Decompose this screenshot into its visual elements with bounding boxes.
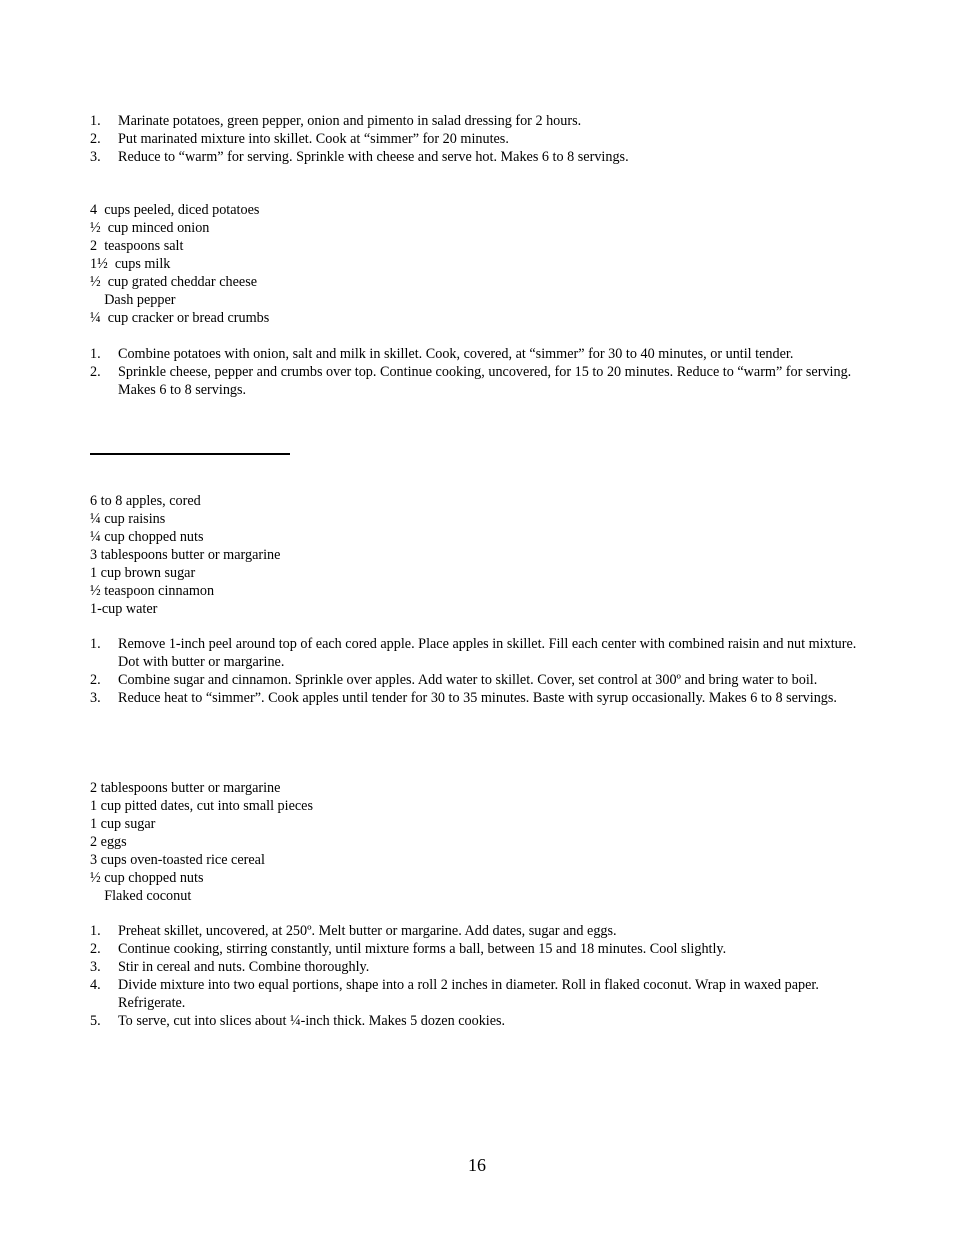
recipe2-ingredients: [90, 201, 870, 327]
ingredient: ½ cup chopped nuts: [90, 870, 204, 886]
recipe4-step-2: 2. Continue cooking, stirring constantly, until mixture forms a ball, between 15 and 18 minutes. Cool slightly.: [90, 941, 727, 957]
ingredient: 1 cup pitted dates, cut into small pieces: [90, 798, 314, 814]
recipe2-steps: [90, 345, 870, 399]
ingredient: 3 tablespoons butter or margarine: [90, 547, 281, 563]
recipe4-steps: [90, 922, 870, 1030]
ingredient: 2 eggs: [90, 834, 127, 850]
ingredient: 4 cups peeled, diced potatoes: [90, 202, 260, 218]
recipe1-step-3: 3. Reduce to “warm” for serving. Sprinkle with cheese and serve hot. Makes 6 to 8 servings.: [90, 149, 629, 165]
ingredient: 1 cup sugar: [90, 816, 156, 832]
ingredient: Dash pepper: [90, 292, 176, 308]
ingredient: ½ cup minced onion: [90, 220, 210, 236]
recipe4-step-4: 4. Divide mixture into two equal portions, shape into a roll 2 inches in diameter. Roll in flaked coconut. Wrap in waxed paper. Refrigerate.: [90, 977, 819, 1011]
ingredient: ¼ cup raisins: [90, 511, 166, 527]
ingredient: ½ cup grated cheddar cheese: [90, 274, 258, 290]
recipe4-step-1: 1. Preheat skillet, uncovered, at 250º. Melt butter or margarine. Add dates, sugar and eggs.: [90, 923, 617, 939]
ingredient: 2 tablespoons butter or margarine: [90, 780, 281, 796]
ingredient: 6 to 8 apples, cored: [90, 493, 201, 509]
page-number: 16: [468, 1155, 486, 1175]
recipe4-step-5: 5. To serve, cut into slices about ¼-inch thick. Makes 5 dozen cookies.: [90, 1013, 506, 1029]
recipe1-step-2: 2. Put marinated mixture into skillet. Cook at “simmer” for 20 minutes.: [90, 131, 509, 147]
recipe3-step-3: 3. Reduce heat to “simmer”. Cook apples until tender for 30 to 35 minutes. Baste with syrup occasionally. Makes 6 to 8 servings.: [90, 690, 837, 706]
ingredient: ½ teaspoon cinnamon: [90, 583, 215, 599]
recipe2-step-1: 1. Combine potatoes with onion, salt and milk in skillet. Cook, covered, at “simmer” for 30 to 40 minutes, or until tender.: [90, 346, 794, 362]
recipe4-step-3: 3. Stir in cereal and nuts. Combine thoroughly.: [90, 959, 370, 975]
recipe2-step-2: 2. Sprinkle cheese, pepper and crumbs over top. Continue cooking, uncovered, for 15 to 20 minutes. Reduce to “warm” for serving. Makes 6 to 8 servings.: [90, 364, 852, 398]
recipe3-steps: [90, 635, 870, 707]
ingredient: 3 cups oven-toasted rice cereal: [90, 852, 265, 868]
recipe1-steps: [90, 112, 870, 166]
ingredient: 2 teaspoons salt: [90, 238, 184, 254]
ingredient: 1-cup water: [90, 601, 158, 617]
ingredient: ¼ cup cracker or bread crumbs: [90, 310, 270, 326]
ingredient: 1 cup brown sugar: [90, 565, 196, 581]
recipe3-ingredients: [90, 492, 870, 618]
ingredient: ¼ cup chopped nuts: [90, 529, 204, 545]
ingredient: 1½ cups milk: [90, 256, 171, 272]
recipe4-ingredients: [90, 779, 870, 905]
section-divider: [90, 453, 290, 455]
recipe3-step-2: 2. Combine sugar and cinnamon. Sprinkle over apples. Add water to skillet. Cover, set control at 300º and bring water to boil.: [90, 672, 818, 688]
ingredient: Flaked coconut: [90, 888, 192, 904]
recipe3-step-1: 1. Remove 1-inch peel around top of each cored apple. Place apples in skillet. Fill each center with combined raisin and nut mixture. Dot with butter or margarine.: [90, 636, 857, 670]
recipe1-step-1: 1. Marinate potatoes, green pepper, onion and pimento in salad dressing for 2 hours.: [90, 113, 582, 129]
